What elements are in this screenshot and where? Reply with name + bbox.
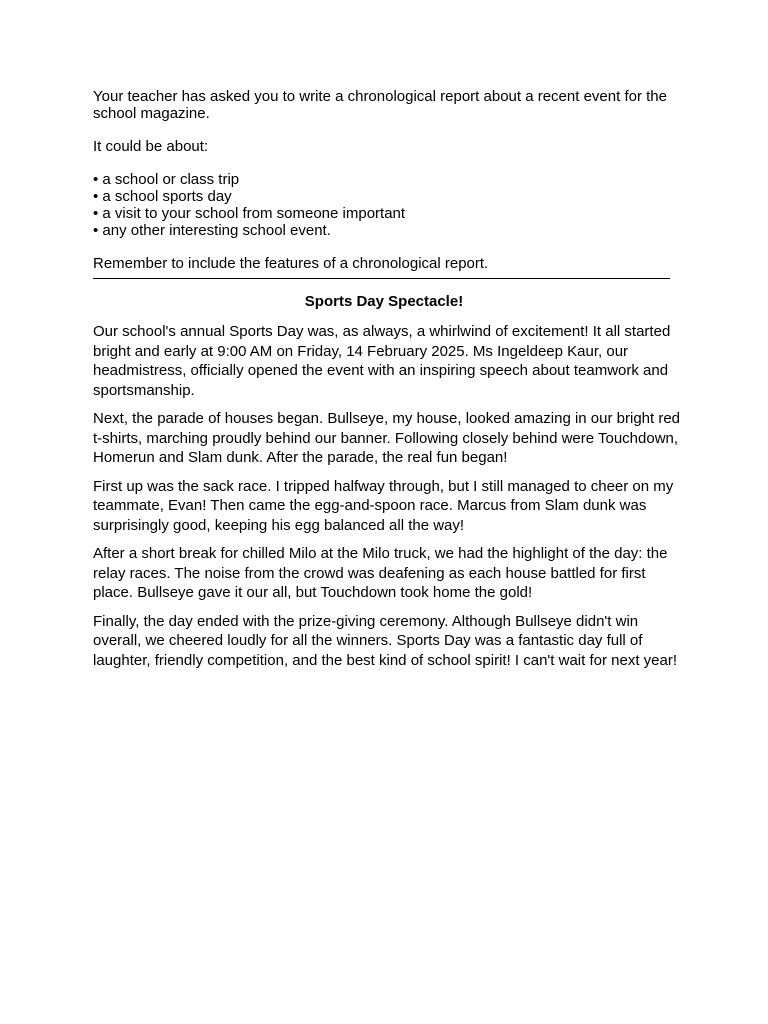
prompt-option: • a school or class trip bbox=[93, 171, 673, 188]
report-paragraph: After a short break for chilled Milo at the Milo truck, we had the highlight of the day: the relay races. The noise from the crowd was deafening as each house battled for first place. Bullseye gave it our all, but Touchdown took home the gold! bbox=[93, 545, 668, 601]
prompt-reminder: Remember to include the features of a chronological report. bbox=[93, 255, 489, 272]
task-prompt bbox=[93, 88, 673, 272]
prompt-options-list bbox=[93, 171, 673, 239]
prompt-intro: Your teacher has asked you to write a chronological report about a recent event for the school magazine. bbox=[93, 88, 667, 122]
report-paragraph: Next, the parade of houses began. Bullseye, my house, looked amazing in our bright red t-shirts, marching proudly behind our banner. Following closely behind were Touchdown, Homerun and Slam dunk. After the parade, the real fun began! bbox=[93, 410, 681, 466]
prompt-option: • a visit to your school from someone important bbox=[93, 205, 673, 222]
report-paragraph: Finally, the day ended with the prize-giving ceremony. Although Bullseye didn't win overall, we cheered loudly for all the winners. Sports Day was a fantastic day full of laughter, friendly competition, and the best kind of school spirit! I can't wait for next year! bbox=[93, 612, 678, 669]
divider-line bbox=[93, 278, 670, 279]
report-paragraph: First up was the sack race. I tripped halfway through, but I still managed to cheer on my teammate, Evan! Then came the egg-and-spoon race. Marcus from Slam dunk was surprisingly good, keeping his egg balanced all the way! bbox=[93, 477, 674, 534]
prompt-option: • a school sports day bbox=[93, 188, 673, 205]
report-title: Sports Day Spectacle! bbox=[304, 293, 464, 310]
prompt-option: • any other interesting school event. bbox=[93, 222, 673, 239]
report-body bbox=[93, 322, 683, 670]
prompt-lead-in: It could be about: bbox=[93, 138, 209, 155]
document-content bbox=[93, 88, 683, 679]
report-paragraph: Our school's annual Sports Day was, as always, a whirlwind of excitement! It all started bright and early at 9:00 AM on Friday, 14 February 2025. Ms Ingeldeep Kaur, our headmistress, officially opened the event with an inspiring speech about teamwork and sportsmanship. bbox=[93, 323, 671, 399]
